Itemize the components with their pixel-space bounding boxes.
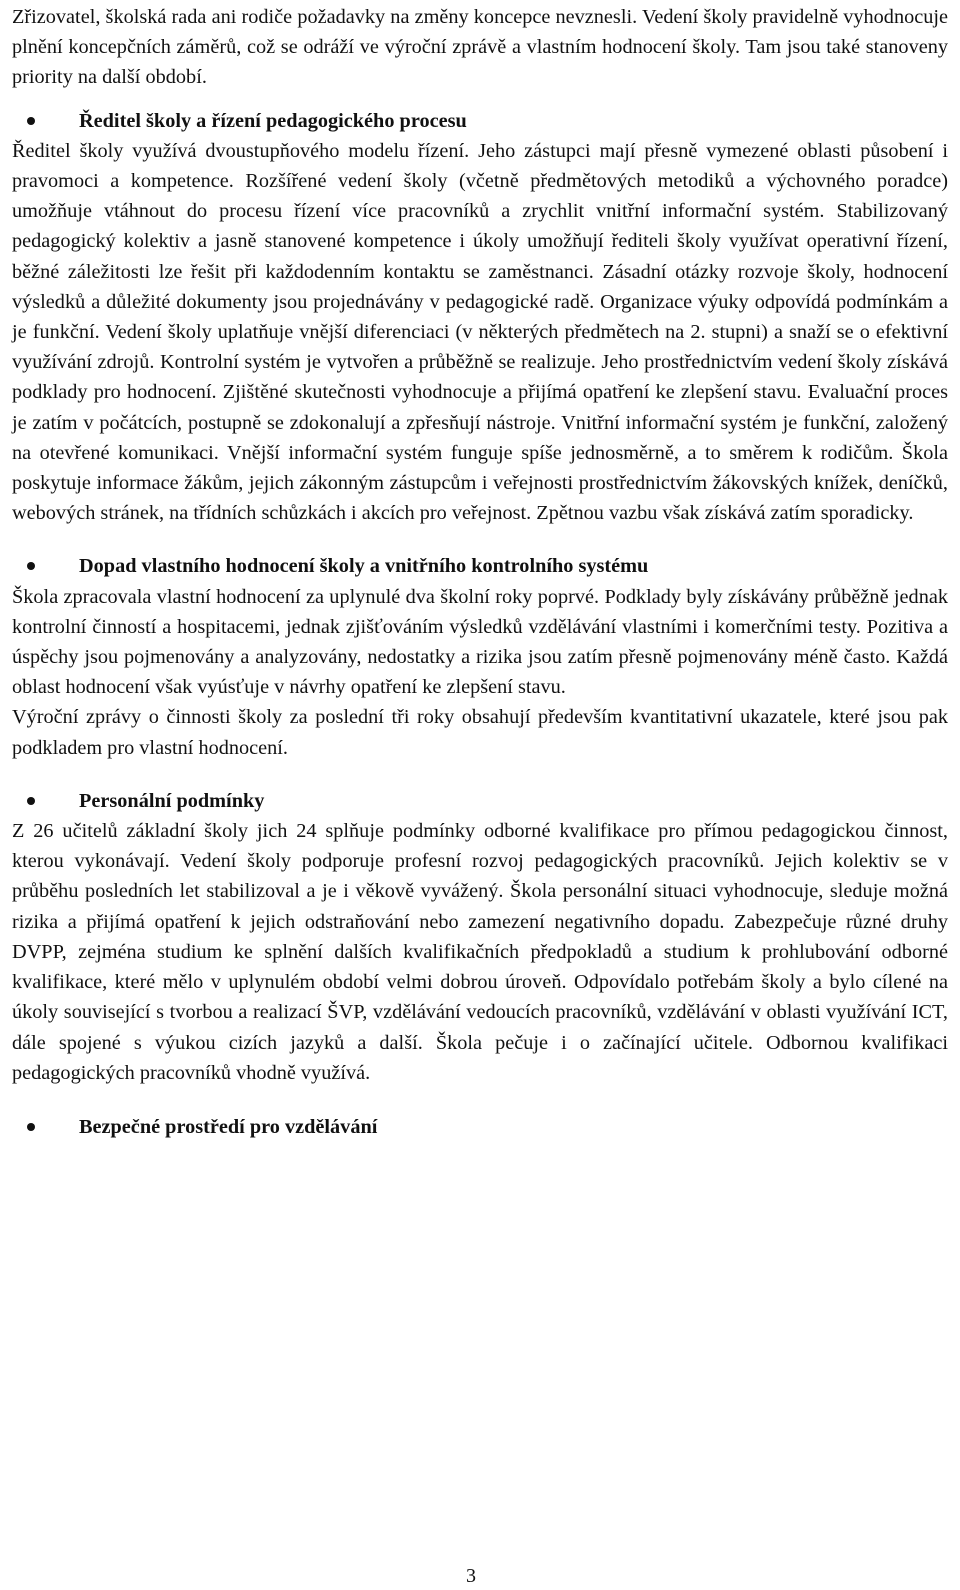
bullet-icon [27, 1123, 35, 1131]
page-number: 3 [466, 1565, 476, 1587]
section-heading-safe-environment [12, 1112, 948, 1142]
bullet-icon [27, 797, 35, 805]
section-heading-label: Bezpečné prostředí pro vzdělávání [79, 1115, 378, 1138]
bullet-icon [27, 562, 35, 570]
document-body [12, 2, 948, 1142]
section-heading-director [12, 106, 948, 136]
section-heading-personnel [12, 786, 948, 816]
section-heading-label: Ředitel školy a řízení pedagogického procesu [79, 109, 467, 132]
section-heading-label: Personální podmínky [79, 789, 265, 812]
paragraph-concept-review: Zřizovatel, školská rada ani rodiče požadavky na změny koncepce nevznesli. Vedení školy pravidelně vyhodnocuje plnění koncepčních záměrů, což se odráží ve výroční zprávě a vlastním hodnocení školy. Tam jsou také stanoveny priority na další období. [12, 6, 948, 89]
paragraph-management: Ředitel školy využívá dvoustupňového modelu řízení. Jeho zástupci mají přesně vymezené oblasti působení i pravomoci a kompetence. Rozšířené vedení školy (včetně předmětových metodiků a výchovného poradce) umožňuje vtáhnout do procesu řízení více pracovníků a zrychlit vnitřní informační systém. Stabilizovaný pedagogický kolektiv a jasně stanovené kompetence i úkoly umožňují řediteli školy využívat operativní řízení, běžné záležitosti lze řešit při každodenním kontaktu se zaměstnanci. Zásadní otázky rozvoje školy, hodnocení výsledků a důležité dokumenty jsou projednávány v pedagogické radě. Organizace výuky odpovídá podmínkám a je funkční. Vedení školy uplatňuje vnější diferenciaci (v některých předmětech na 2. stupni) a snaží se o efektivní využívání zdrojů. Kontrolní systém je vytvořen a průběžně se realizuje. Jeho prostřednictvím vedení školy získává podklady pro hodnocení. Zjištěné skutečnosti vyhodnocuje a přijímá opatření ke zlepšení stavu. Evaluační proces je zatím v počátcích, postupně se zdokonalují a zpřesňují nástroje. Vnitřní informační systém je funkční, založený na otevřené komunikaci. Vnější informační systém funguje spíše jednosměrně, a to směrem k rodičům. Škola poskytuje informace žákům, jejich zákonným zástupcům i veřejnosti prostřednictvím žákovských knížek, deníčků, webových stránek, na třídních schůzkách i akcích pro veřejnost. Zpětnou vazbu však získává zatím sporadicky. [12, 139, 948, 525]
section-heading-self-evaluation [12, 551, 948, 581]
paragraph-personnel: Z 26 učitelů základní školy jich 24 splňuje podmínky odborné kvalifikace pro přímou pedagogickou činnost, kterou vykonávají. Vedení školy podporuje profesní rozvoj pedagogických pracovníků. Jejich kolektiv se v průběhu posledních let stabilizoval a je i věkově vyvážený. Škola personální situaci vyhodnocuje, sleduje možná rizika a přijímá opatření k jejich odstraňování nebo zamezení negativního dopadu. Zabezpečuje různé druhy DVPP, zejména studium ke splnění dalších kvalifikačních předpokladů a studium k prohlubování odborné kvalifikace, které mělo v uplynulém období velmi dobrou úroveň. Odpovídalo potřebám školy a bylo cílené na úkoly související s tvorbou a realizací ŠVP, vzdělávání vedoucích pracovníků, vzdělávání v oblasti využívání ICT, dále spojené s výukou cizích jazyků a další. Škola pečuje i o začínající učitele. Odbornou kvalifikaci pedagogických pracovníků vhodně využívá. [12, 820, 948, 1084]
section-heading-label: Dopad vlastního hodnocení školy a vnitřního kontrolního systému [79, 555, 649, 578]
bullet-icon [27, 117, 35, 125]
paragraph-annual-reports: Výroční zprávy o činnosti školy za poslední tři roky obsahují především kvantitativní ukazatele, které jsou pak podkladem pro vlastní hodnocení. [12, 706, 948, 759]
paragraph-self-evaluation: Škola zpracovala vlastní hodnocení za uplynulé dva školní roky poprvé. Podklady byly získávány průběžně jednak kontrolní činností a hospitacemi, jednak zjišťováním výsledků vzdělávání vlastními i komerčními testy. Pozitiva a úspěchy jsou pojmenovány a analyzovány, nedostatky a rizika jsou zatím přesně pojmenovány méně často. Každá oblast hodnocení však vyúsťuje v návrhy opatření ke zlepšení stavu. [12, 585, 948, 699]
